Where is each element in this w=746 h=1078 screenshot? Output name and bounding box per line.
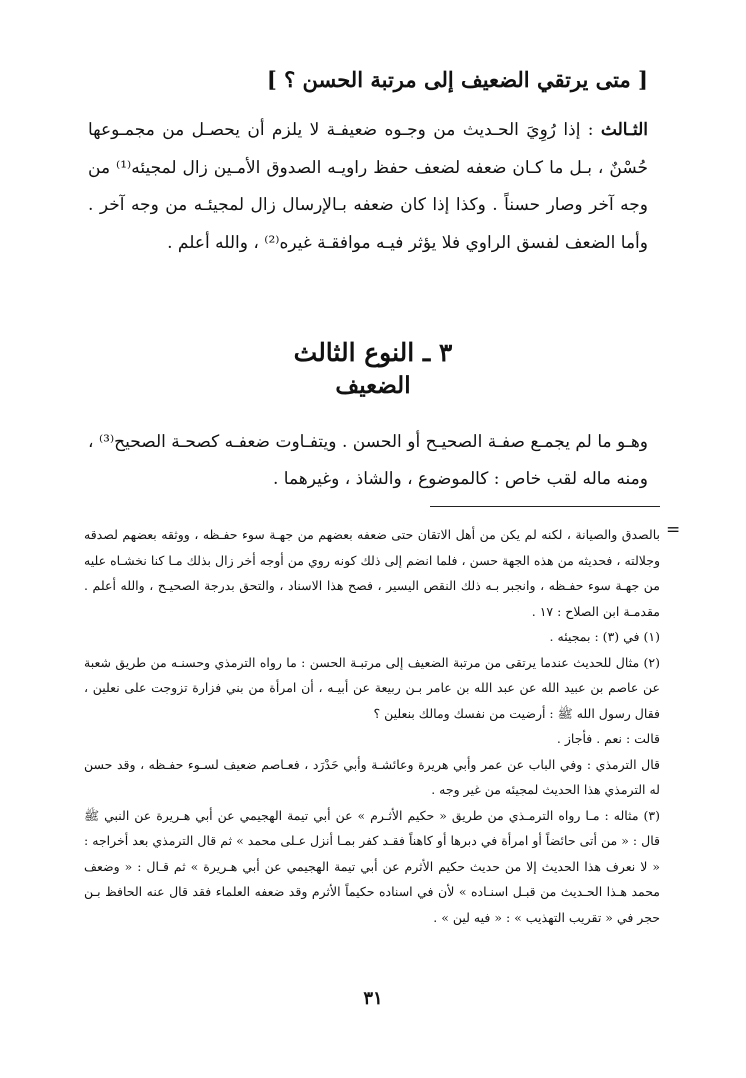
footnote-3: (٣) مثاله : مـا رواه الترمـذي من طريق « حكيم الأثـرم » عن أبي تيمة الهجيمي عن أبي هـريرة عن النبي ﷺ قال : « من أتى حائضاً أو امرأة في دبرها أو كاهناً فقـد كفر بمـا أنزل عـلى محمد » ثم قال الترمذي بعد أخراجه : « لا نعرف هذا الحديث إلا من حديث حكيم الأثرم عن أبي تيمة الهجيمي عن أبي هـريرة » ثم قـال : « وضعف محمد هـذا الحـديث من قبـل اسنـاده » لأن في اسناده حكيماً الأثرم وقد ضعفه العلماء فقد قال عنه الحافظ بـن حجر في « تقريب التهذيب » : « فيه لين » .	[84, 807, 660, 925]
main-paragraph-text: : إذا رُوِيَ الحـديث من وجـوه ضعيفـة لا يلزم أن يحصـل من مجمـوعها حُسْنٌ ، بـل ما كـان ضعفه لضعف حفظ راويـه الصدوق الأمـين زال لمجيئه⁽¹⁾ من وجه آخر وصار حسناً . وكذا إذا كان ضعفه بـالإرسال زال لمجيئـه من وجه آخر . وأما الضعف لفسق الراوي فلا يؤثر فيـه موافقـة غيره⁽²⁾ ، والله أعلم .	[88, 120, 648, 253]
footnote-continued: بالصدق والصيانة ، لكنه لم يكن من أهل الاتقان حتى ضعفه بعضهم من جهـة سوء حفـظه ، ووثقه بعضهم لصدقه وجلالته ، فحديثه من هذه الجهة حسن ، فلما انضم إلى ذلك كونه روي من أوجه أخر زال بذلك مـا كنا نخشـاه عليه من جهـة سوء حفـظه ، وانجبر بـه ذلك النقص اليسير ، فصح هذا الاسناد ، والتحق بدرجة الصحيـح ، والله أعلم . مقدمـة ابن الصلاح : ١٧ .	[84, 527, 660, 619]
footnote-2-tirmidhi: قال الترمذي : وفي الباب عن عمر وأبي هريرة وعائشـة وأبي حَدْرَد ، فعـاصم ضعيف لسـوء حفـظه ، وقد حسن له الترمذي هذا الحديث لمجيئه من غير وجه .	[84, 756, 660, 797]
paragraph-lead-word: الثـالث	[600, 120, 648, 140]
footnote-2: (٢) مثال للحديث عندما يرتقى من مرتبة الضعيف إلى مرتبـة الحسن : ما رواه الترمذي وحسنـه من طريق شعبة عن عاصم بن عبيد الله عن عبد الله بن عامر بـن ربيعة عن أبيـه ، أن امرأة من بني فزارة تزوجت على نعلين ، فقال رسول الله ﷺ : أرضيت من نفسك ومالك بنعلين ؟	[84, 654, 660, 721]
section-question-heading: [ متى يرتقي الضعيف إلى مرتبة الحسن ؟ ]	[266, 67, 648, 92]
main-paragraph	[88, 112, 648, 262]
footnote-separator	[430, 506, 660, 507]
page-number: ٣١	[363, 988, 383, 1009]
footnote-2-reply: قالت : نعم . فأجاز .	[556, 731, 660, 746]
chapter-subtitle: الضعيف	[335, 372, 411, 399]
footnotes	[84, 522, 660, 930]
footnote-1: (١) في (٣) : بمجيئه .	[549, 629, 660, 644]
chapter-title: ٣ ـ النوع الثالث	[293, 338, 453, 367]
definition-paragraph: وهـو ما لم يجمـع صفـة الصحيـح أو الحسن . ويتفـاوت ضعفـه كصحـة الصحيح⁽³⁾ ، ومنه ماله لقب خاص : كالموضوع ، والشاذ ، وغيرهما .	[88, 432, 648, 489]
continuation-mark: =	[666, 520, 681, 540]
